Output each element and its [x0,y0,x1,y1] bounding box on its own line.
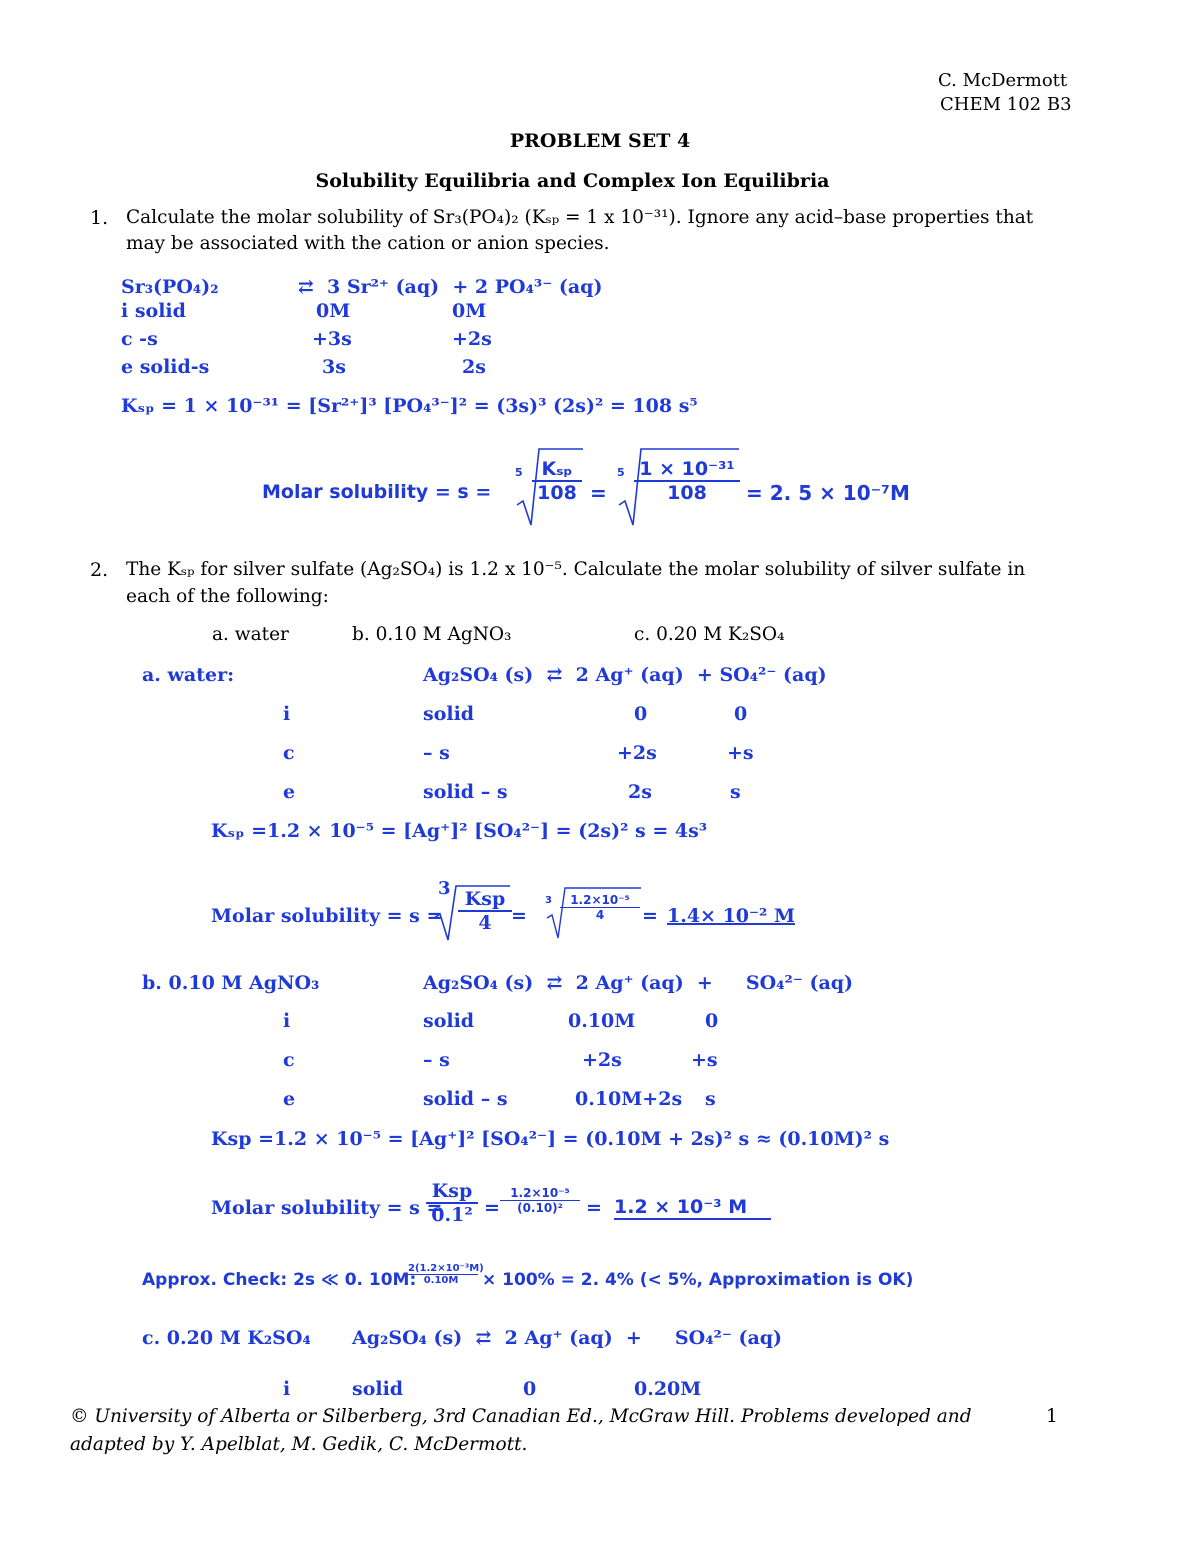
p2a-frac-1 [458,888,512,934]
p2c-row-i-key: i [283,1378,291,1400]
p2a-root-index-2: 3 [545,895,552,906]
p2c-row-i-ag: 0 [523,1378,537,1400]
page-subtitle: Solubility Equilibria and Complex Ion Equilibria [315,170,830,192]
p2-option-c: c. 0.20 M K₂SO₄ [634,624,785,645]
p2b-row-e-so4: s [705,1088,716,1110]
p2b-frac-1-num: Ksp [426,1180,478,1204]
problem-1-text-line1: Calculate the molar solubility of Sr₃(PO₄)₂ (Kₛₚ = 1 x 10⁻³¹). Ignore any acid–base properties that [126,207,1034,228]
p1-frac-1-den: 108 [537,482,577,504]
p2b-approx-num: 2(1.2×10⁻³M) [404,1263,478,1275]
p2a-equals-1: = [511,905,527,927]
header-course: CHEM 102 B3 [940,94,1072,115]
p2a-ksp-expression: Kₛₚ =1.2 × 10⁻⁵ = [Ag⁺]² [SO₄²⁻] = (2s)² s = 4s³ [211,820,708,842]
p1-ice-i-po4: 0M [452,300,487,322]
p2a-row-e-key: e [283,781,296,803]
p2a-equals-2: = [642,905,658,927]
p2b-equals-2: = [586,1197,602,1219]
header-author: C. McDermott [938,70,1068,91]
p1-equals: = [590,481,607,505]
problem-1-reaction: Sr₃(PO₄)₂ ⇄ 3 Sr²⁺ (aq) + 2 PO₄³⁻ (aq) [121,276,603,298]
p2a-frac-2-den: 4 [595,908,605,922]
p2a-row-c-so4: +s [727,742,754,764]
p2b-label: b. 0.10 M AgNO₃ [142,972,320,994]
p2b-frac-1 [426,1180,478,1226]
p2b-row-e-solid: solid – s [423,1088,508,1110]
p2a-row-i-ag: 0 [634,703,648,725]
p2a-row-c-solid: – s [423,742,450,764]
p2b-row-c-key: c [283,1049,295,1071]
p2b-row-e-ag: 0.10M+2s [575,1088,683,1110]
p2a-molar-lhs: Molar solubility = s = [211,905,443,927]
p2b-frac-1-den: 0.1² [431,1204,473,1226]
p2b-row-e-key: e [283,1088,296,1110]
p2b-molar-lhs: Molar solubility = s = [211,1197,443,1219]
p1-frac-2-num: 1 × 10⁻³¹ [634,458,740,482]
p2c-row-i-solid: solid [352,1378,404,1400]
p2b-row-c-so4: +s [691,1049,718,1071]
p2b-equals-1: = [484,1197,500,1219]
p2b-row-i-solid: solid [423,1010,475,1032]
p2-option-b: b. 0.10 M AgNO₃ [352,624,512,645]
p2a-row-c-ag: +2s [617,742,657,764]
p2a-frac-2-num: 1.2×10⁻⁵ [560,893,640,908]
p2a-reaction: Ag₂SO₄ (s) ⇄ 2 Ag⁺ (aq) + SO₄²⁻ (aq) [423,664,827,686]
p2a-result: 1.4× 10⁻² M [667,905,796,927]
footer-line-2: adapted by Y. Apelblat, M. Gedik, C. McDermott. [70,1434,528,1455]
p1-result: = 2. 5 × 10⁻⁷M [746,481,910,505]
p2b-approx-frac [404,1263,484,1286]
p1-ice-e-sr: 3s [322,356,346,378]
p1-ice-e-label: e solid-s [121,356,210,378]
problem-1-text-line2: may be associated with the cation or anion species. [126,233,610,254]
page-title: PROBLEM SET 4 [509,130,691,152]
p2b-frac-2-num: 1.2×10⁻⁵ [500,1186,580,1201]
p2b-approx-result: × 100% = 2. 4% (< 5%, Approximation is OK) [482,1270,914,1290]
p2b-row-i-ag: 0.10M [568,1010,636,1032]
p2a-frac-1-num: Ksp [458,888,512,912]
p2b-row-i-so4: 0 [705,1010,719,1032]
p2-option-a: a. water [212,624,289,645]
p2c-reaction: Ag₂SO₄ (s) ⇄ 2 Ag⁺ (aq) + SO₄²⁻ (aq) [352,1327,783,1349]
p1-ice-e-po4: 2s [462,356,486,378]
p2a-row-e-ag: 2s [628,781,652,803]
p1-ice-c-sr: +3s [312,328,352,350]
p1-frac-1-num: Kₛₚ [532,458,582,482]
p2a-row-i-solid: solid [423,703,475,725]
p2b-frac-2-den: (0.10)² [517,1201,563,1215]
p1-ice-i-label: i solid [121,300,186,322]
p1-frac-1 [532,458,582,504]
p2a-frac-1-den: 4 [478,912,492,934]
p1-molar-lhs: Molar solubility = s = [262,481,492,503]
problem-2-number: 2. [90,559,109,581]
p2a-label: a. water: [142,664,235,686]
p2a-row-i-key: i [283,703,291,725]
p2b-frac-2 [500,1186,580,1215]
problem-2-text-line1: The Kₛₚ for silver sulfate (Ag₂SO₄) is 1.2 x 10⁻⁵. Calculate the molar solubility of silver sulfate in [126,559,1026,580]
p1-ice-c-po4: +2s [452,328,492,350]
p2a-row-e-so4: s [730,781,741,803]
problem-2-text-line2: each of the following: [126,586,329,607]
p2b-row-c-ag: +2s [582,1049,622,1071]
p2b-approx-den: 0.10M [423,1275,459,1286]
p1-ice-i-sr: 0M [316,300,351,322]
p1-root-index-1: 5 [515,466,523,479]
page-number: 1 [1046,1406,1058,1427]
p1-frac-2-den: 108 [667,482,707,504]
p1-frac-2 [634,458,740,504]
p2a-row-e-solid: solid – s [423,781,508,803]
p2a-root-index-1: 3 [438,878,451,899]
p2b-reaction: Ag₂SO₄ (s) ⇄ 2 Ag⁺ (aq) + SO₄²⁻ (aq) [423,972,854,994]
p2b-ksp-expression: Ksp =1.2 × 10⁻⁵ = [Ag⁺]² [SO₄²⁻] = (0.10M + 2s)² s ≈ (0.10M)² s [211,1128,890,1150]
footer-line-1: © University of Alberta or Silberberg, 3rd Canadian Ed., McGraw Hill. Problems developed and [70,1406,972,1427]
p2b-row-c-solid: – s [423,1049,450,1071]
p2b-row-i-key: i [283,1010,291,1032]
p2a-row-i-so4: 0 [734,703,748,725]
p1-ksp-expression: Kₛₚ = 1 × 10⁻³¹ = [Sr²⁺]³ [PO₄³⁻]² = (3s)³ (2s)² = 108 s⁵ [121,395,698,417]
p1-root-index-2: 5 [617,466,625,479]
p2c-label: c. 0.20 M K₂SO₄ [142,1327,311,1349]
p2a-row-c-key: c [283,742,295,764]
problem-1-number: 1. [90,207,109,229]
p1-ice-c-label: c -s [121,328,158,350]
p2a-frac-2 [560,893,640,922]
p2c-row-i-so4: 0.20M [634,1378,702,1400]
p2b-result: 1.2 × 10⁻³ M [614,1196,771,1220]
p2b-approx-label: Approx. Check: 2s ≪ 0. 10M: [142,1270,417,1290]
